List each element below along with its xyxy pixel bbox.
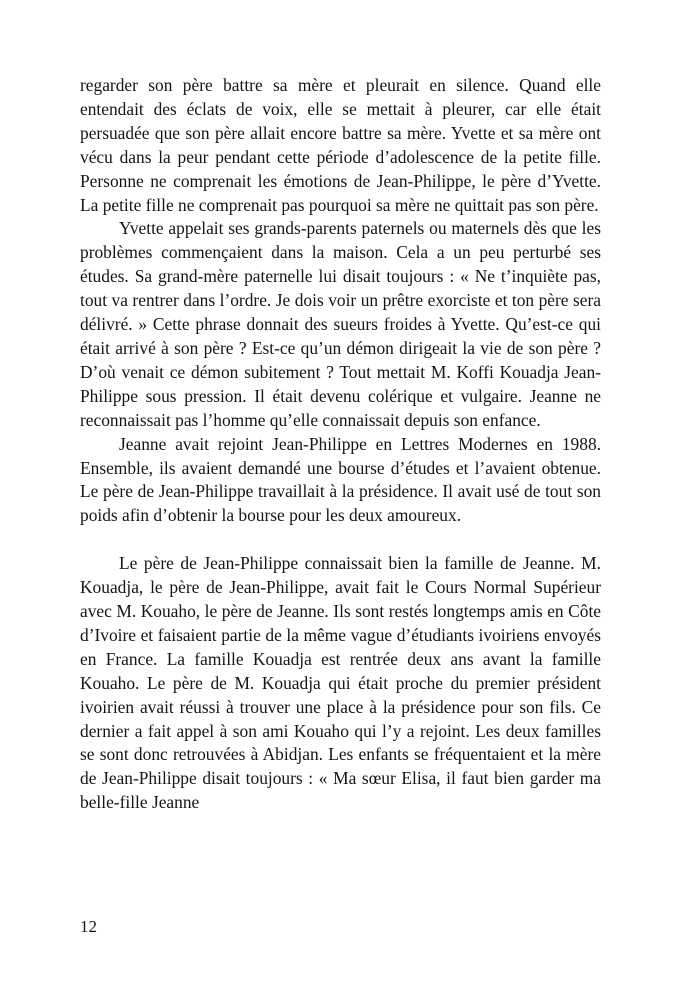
paragraph-lettres-modernes: Jeanne avait rejoint Jean-Philippe en Lettres Modernes en 1988. Ensemble, ils avaient demandé une bourse d’études et l’avaient obtenue. Le père de Jean-Philippe travaillait à la présidence. Il avait usé de tout son poids afin d’obtenir la bourse pour les deux amoureux. [80, 433, 601, 526]
section-break [80, 528, 601, 552]
paragraph-yvette-grandparents: Yvette appelait ses grands-parents paternels ou maternels dès que les problèmes commençaient dans la maison. Cela a un peu perturbé ses études. Sa grand-mère paternelle lui disait toujours : « Ne t’inquiète pas, tout va rentrer dans l’ordre. Je dois voir un prêtre exorciste et ton père sera délivré. » Cette phrase donnait des sueurs froides à Yvette. Qu’est-ce qui était arrivé à son père ? Est-ce qu’un démon dirigeait la vie de son père ? D’où venait ce démon subitement ? Tout mettait M. Koffi Kouadja Jean-Philippe sous pression. Il était devenu colérique et vulgaire. Jeanne ne reconnaissait pas l’homme qu’elle connaissait depuis son enfance. [80, 218, 601, 430]
body-text [80, 74, 601, 815]
paragraph-continued: regarder son père battre sa mère et pleurait en silence. Quand elle entendait des éclats de voix, elle se mettait à pleurer, car elle était persuadée que son père allait encore battre sa mère. Yvette et sa mère ont vécu dans la peur pendant cette période d’adolescence de la petite fille. Personne ne comprenait les émotions de Jean-Philippe, le père d’Yvette. La petite fille ne comprenait pas pourquoi sa mère ne quittait pas son père. [80, 75, 601, 215]
page-number: 12 [80, 917, 97, 936]
paragraph-families: Le père de Jean-Philippe connaissait bien la famille de Jeanne. M. Kouadja, le père de Jean-Philippe, avait fait le Cours Normal Supérieur avec M. Kouaho, le père de Jeanne. Ils sont restés longtemps amis en Côte d’Ivoire et faisaient partie de la même vague d’étudiants ivoiriens envoyés en France. La famille Kouadja est rentrée deux ans avant la famille Kouaho. Le père de M. Kouadja qui était proche du premier président ivoirien avait réussi à trouver une place à la présidence pour son fils. Ce dernier a fait appel à son ami Kouaho qui l’y a rejoint. Les deux familles se sont donc retrouvées à Abidjan. Les enfants se fréquentaient et la mère de Jean-Philippe disait toujours : « Ma sœur Elisa, il faut bien garder ma belle-fille Jeanne [80, 553, 601, 813]
